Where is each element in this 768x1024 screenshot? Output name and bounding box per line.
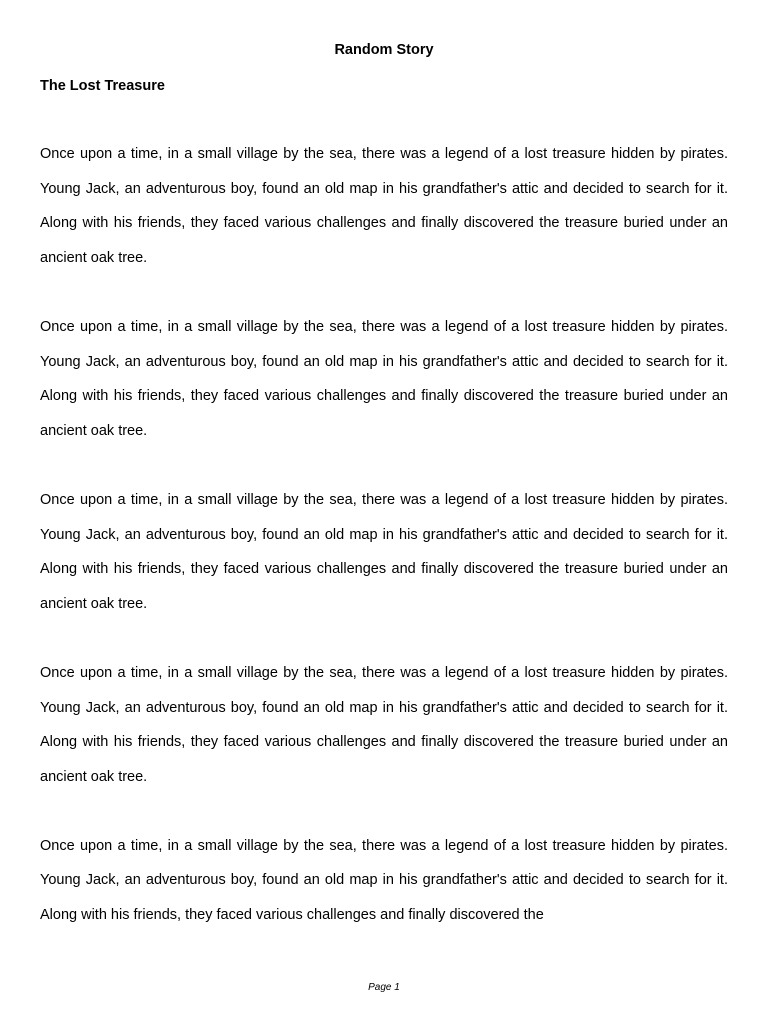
story-body — [40, 137, 728, 930]
paragraph: Once upon a time, in a small village by the sea, there was a legend of a lost treasure hidden by pirates. Young Jack, an adventurous boy, found an old map in his grandfather's attic and decided to search for it. Along with his friends, they faced various challenges and finally discovered the treasure buried under an ancient oak tree. — [40, 318, 728, 439]
paragraph: Once upon a time, in a small village by the sea, there was a legend of a lost treasure hidden by pirates. Young Jack, an adventurous boy, found an old map in his grandfather's attic and decided to search for it. Along with his friends, they faced various challenges and finally discovered the treasure buried under an ancient oak tree. — [40, 491, 728, 612]
document-title: Random Story — [334, 42, 434, 58]
story-title: The Lost Treasure — [40, 78, 165, 94]
paragraph: Once upon a time, in a small village by the sea, there was a legend of a lost treasure hidden by pirates. Young Jack, an adventurous boy, found an old map in his grandfather's attic and decided to search for it. Along with his friends, they faced various challenges and finally discovered the — [40, 837, 728, 924]
paragraph: Once upon a time, in a small village by the sea, there was a legend of a lost treasure hidden by pirates. Young Jack, an adventurous boy, found an old map in his grandfather's attic and decided to search for it. Along with his friends, they faced various challenges and finally discovered the treasure buried under an ancient oak tree. — [40, 664, 728, 785]
paragraph: Once upon a time, in a small village by the sea, there was a legend of a lost treasure hidden by pirates. Young Jack, an adventurous boy, found an old map in his grandfather's attic and decided to search for it. Along with his friends, they faced various challenges and finally discovered the treasure buried under an ancient oak tree. — [40, 146, 728, 266]
page-number: Page 1 — [368, 982, 400, 993]
